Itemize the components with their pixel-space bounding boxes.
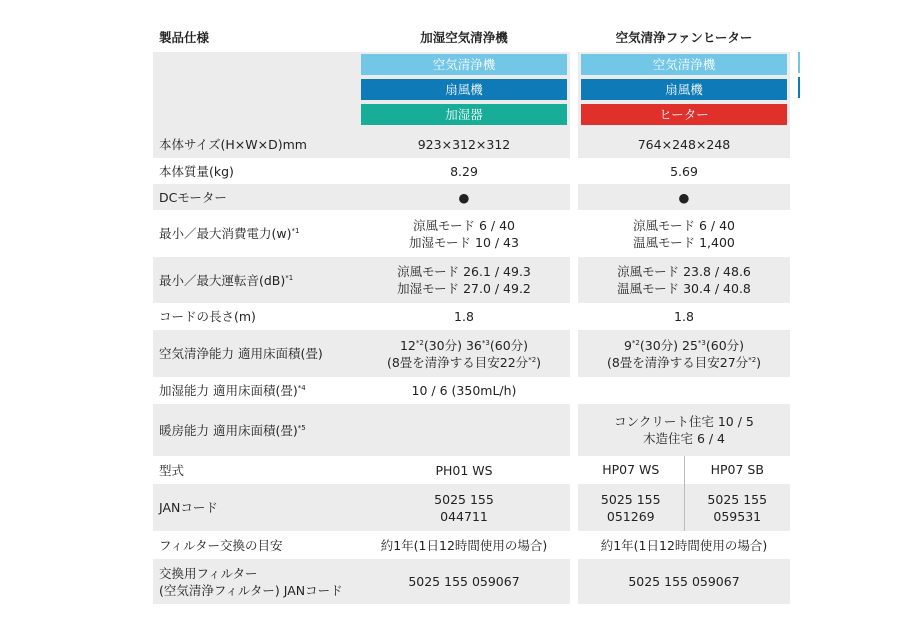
value-b: 5.69 (578, 158, 790, 184)
value-b: 5025 155 059067 (578, 559, 790, 604)
badge-fan: 扇風機 (361, 79, 567, 100)
badge-fan: 扇風機 (581, 79, 787, 100)
row-label: 加湿能力 適用床面積(畳)$^{*4}$ (153, 377, 358, 404)
value-a: PH01 WS (358, 456, 570, 484)
spec-table (153, 22, 798, 604)
value-a (358, 404, 570, 456)
row-label: 交換用フィルター (空気清浄フィルター) JANコード (153, 559, 358, 604)
spec-title: 製品仕様 (153, 22, 358, 52)
header-row (153, 22, 798, 52)
column-title-humidifier-purifier: 加湿空気清浄機 (358, 22, 570, 52)
table-row-humidify (153, 377, 798, 404)
value-b: 1.8 (578, 303, 790, 330)
value-a: 5025 155 044711 (358, 484, 570, 531)
value-b: 9$^{*2}$(30分) 25$^{*3}$(60分) (8畳を清浄する目安27分$^{*2}$) (578, 330, 790, 377)
table-row-cord (153, 303, 798, 330)
value-a: 涼風モード 26.1 / 49.3 加湿モード 27.0 / 49.2 (358, 257, 570, 303)
value-b: ● (578, 184, 790, 210)
table-row-model (153, 456, 798, 484)
table-row-size (153, 130, 798, 158)
row-label: 暖房能力 適用床面積(畳)$^{*5}$ (153, 404, 358, 456)
value-a: ● (358, 184, 570, 210)
table-row-noise (153, 257, 798, 303)
value-b: 5025 155 051269 5025 155 059531 (578, 484, 790, 531)
value-a: 10 / 6 (350mL/h) (358, 377, 570, 404)
row-label: フィルター交換の目安 (153, 531, 358, 559)
feature-badges-row (153, 52, 798, 130)
badge-air-purifier: 空気清浄機 (581, 54, 787, 75)
value-a: 12$^{*2}$(30分) 36$^{*3}$(60分) (8畳を清浄する目安22分$^{*2}$) (358, 330, 570, 377)
feature-badges-a (358, 52, 570, 130)
table-row-heating (153, 404, 798, 456)
row-label: JANコード (153, 484, 358, 531)
table-row-power (153, 210, 798, 257)
value-a: 5025 155 059067 (358, 559, 570, 604)
table-row-dc-motor (153, 184, 798, 210)
row-label: 本体サイズ(H×W×D)mm (153, 130, 358, 158)
row-label: 最小／最大運転音(dB)$^{*1}$ (153, 257, 358, 303)
value-a: 923×312×312 (358, 130, 570, 158)
value-a: 約1年(1日12時間使用の場合) (358, 531, 570, 559)
table-row-filter-jan (153, 559, 798, 604)
badge-heater: ヒーター (581, 104, 787, 125)
table-row-filter-interval (153, 531, 798, 559)
row-label: 最小／最大消費電力$(w)^{*1}$ (153, 210, 358, 257)
value-b: HP07 WS HP07 SB (578, 456, 790, 484)
feature-badges-b (578, 52, 790, 130)
table-row-air-purify (153, 330, 798, 377)
row-label: 型式 (153, 456, 358, 484)
value-b: コンクリート住宅 10 / 5 木造住宅 6 / 4 (578, 404, 790, 456)
row-label: DCモーター (153, 184, 358, 210)
value-b (578, 377, 790, 404)
table-row-weight (153, 158, 798, 184)
row-label: 本体質量(kg) (153, 158, 358, 184)
value-a: 8.29 (358, 158, 570, 184)
badge-air-purifier: 空気清浄機 (361, 54, 567, 75)
value-b: 涼風モード 23.8 / 48.6 温風モード 30.4 / 40.8 (578, 257, 790, 303)
table-row-jan (153, 484, 798, 531)
value-a: 涼風モード 6 / 40 加湿モード 10 / 43 (358, 210, 570, 257)
row-label: コードの長さ(m) (153, 303, 358, 330)
value-b: 764×248×248 (578, 130, 790, 158)
value-a: 1.8 (358, 303, 570, 330)
badge-humidifier: 加湿器 (361, 104, 567, 125)
value-b: 涼風モード 6 / 40 温風モード 1,400 (578, 210, 790, 257)
column-title-fan-heater: 空気清浄ファンヒーター (578, 22, 790, 52)
value-b: 約1年(1日12時間使用の場合) (578, 531, 790, 559)
row-label: 空気清浄能力 適用床面積(畳) (153, 330, 358, 377)
